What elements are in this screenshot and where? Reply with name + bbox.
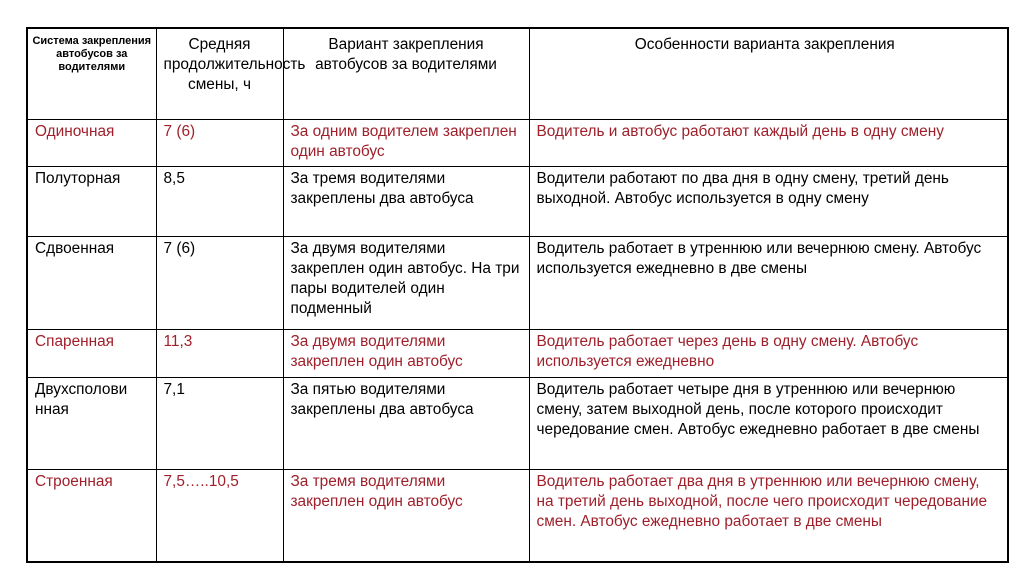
- table-row: [27, 377, 1008, 469]
- cell-duration: 11,3: [156, 329, 283, 377]
- cell-features: Водитель работает через день в одну смену. Автобус используется ежедневно: [529, 329, 1008, 377]
- cell-features: Водитель работает четыре дня в утреннюю или вечернюю смену, затем выходной день, после которого происходит чередование смен. Автобус ежедневно работает в две смены: [529, 377, 1008, 469]
- cell-features: Водитель работает в утреннюю или вечернюю смену. Автобус используется ежедневно в две смены: [529, 236, 1008, 329]
- header-system: Система закрепления автобусов за водителями: [27, 28, 156, 119]
- table-row: [27, 329, 1008, 377]
- cell-duration: 7 (6): [156, 119, 283, 166]
- cell-duration: 7,5…..10,5: [156, 469, 283, 562]
- cell-features: Водитель и автобус работают каждый день в одну смену: [529, 119, 1008, 166]
- cell-features: Водители работают по два дня в одну смену, третий день выходной. Автобус используется в одну смену: [529, 166, 1008, 236]
- cell-variant: За двумя водителями закреплен один автобус: [283, 329, 529, 377]
- cell-system: Спаренная: [27, 329, 156, 377]
- bus-assignment-table: [26, 27, 1009, 563]
- cell-system: Полуторная: [27, 166, 156, 236]
- cell-system: Сдвоенная: [27, 236, 156, 329]
- header-features: Особенности варианта закрепления: [529, 28, 1008, 119]
- table-row: [27, 236, 1008, 329]
- header-variant: Вариант закрепления автобусов за водителями: [283, 28, 529, 119]
- cell-system: Строенная: [27, 469, 156, 562]
- cell-variant: За двумя водителями закреплен один автобус. На три пары водителей один подменный: [283, 236, 529, 329]
- header-duration: Средняя продолжительность смены, ч: [156, 28, 283, 119]
- cell-features: Водитель работает два дня в утреннюю или вечернюю смену, на третий день выходной, после чего происходит чередование смен. Автобус ежедневно работает в две смены: [529, 469, 1008, 562]
- cell-system: Одиночная: [27, 119, 156, 166]
- cell-variant: За тремя водителями закреплен один автобус: [283, 469, 529, 562]
- cell-duration: 8,5: [156, 166, 283, 236]
- table-row: [27, 166, 1008, 236]
- cell-system-text: Двухсполовинная: [35, 380, 128, 418]
- cell-variant: За тремя водителями закреплены два автобуса: [283, 166, 529, 236]
- table-row: [27, 119, 1008, 166]
- cell-variant: За одним водителем закреплен один автобус: [283, 119, 529, 166]
- cell-duration: 7,1: [156, 377, 283, 469]
- cell-variant: За пятью водителями закреплены два автобуса: [283, 377, 529, 469]
- table-row: [27, 469, 1008, 562]
- cell-system: [27, 377, 156, 469]
- header-row: [27, 28, 1008, 119]
- cell-duration: 7 (6): [156, 236, 283, 329]
